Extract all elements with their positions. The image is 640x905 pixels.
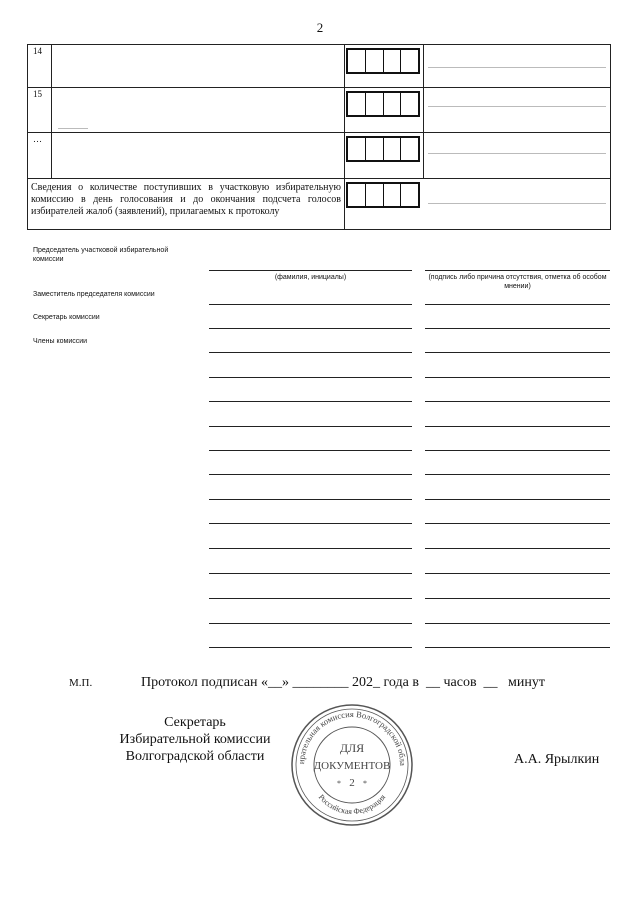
signature-line bbox=[425, 270, 610, 271]
row-number: … bbox=[33, 134, 42, 144]
secretary-title-line: Избирательной комиссии bbox=[119, 732, 271, 747]
table-row bbox=[28, 133, 610, 179]
name-line bbox=[209, 598, 412, 599]
digit-boxes bbox=[346, 182, 420, 208]
members-label: Члены комиссии bbox=[33, 338, 88, 345]
chairman-label: Председатель участковой избирательной комиссии bbox=[33, 247, 169, 263]
digit-boxes bbox=[346, 136, 420, 162]
name-line bbox=[209, 352, 412, 353]
signature-line bbox=[425, 474, 610, 475]
signature-line bbox=[425, 426, 610, 427]
signature-line bbox=[425, 623, 610, 624]
signature-line bbox=[425, 377, 610, 378]
stamp-ring-text: ирательная комиссия Волгоградской обла bbox=[295, 708, 409, 766]
signature-line bbox=[425, 647, 610, 648]
name-line bbox=[209, 270, 412, 271]
name-line bbox=[209, 401, 412, 402]
secretary-label: Секретарь комиссии bbox=[33, 314, 100, 321]
secretary-title-line: Секретарь bbox=[164, 715, 226, 730]
signature-line bbox=[425, 450, 610, 451]
stamp-graphic bbox=[287, 702, 417, 828]
signature-line bbox=[425, 548, 610, 549]
name-line bbox=[209, 328, 412, 329]
signature-line bbox=[425, 401, 610, 402]
signature-line bbox=[425, 304, 610, 305]
signature-line bbox=[425, 573, 610, 574]
signature-line bbox=[425, 352, 610, 353]
table-row bbox=[28, 45, 610, 88]
svg-text:Российская Федерация bbox=[317, 792, 388, 816]
signature-line bbox=[425, 523, 610, 524]
star-icon: * bbox=[363, 779, 367, 788]
protocol-signed-line: Протокол подписан «__» ________ 202_ года в __ часов __ минут bbox=[141, 675, 546, 690]
name-line bbox=[209, 523, 412, 524]
name-caption: (фамилия, инициалы) bbox=[274, 274, 347, 281]
name-line bbox=[209, 647, 412, 648]
name-line bbox=[209, 573, 412, 574]
vote-table bbox=[27, 44, 611, 230]
name-line bbox=[209, 474, 412, 475]
stamp-country-text: Российская Федерация bbox=[316, 792, 388, 817]
name-line bbox=[209, 548, 412, 549]
name-line bbox=[209, 623, 412, 624]
secretary-title-line: Волгоградской области bbox=[125, 749, 265, 764]
seal-place-label: М.П. bbox=[69, 677, 93, 689]
digit-boxes bbox=[346, 91, 420, 117]
secretary-title bbox=[85, 714, 305, 765]
signature-line bbox=[425, 598, 610, 599]
stamp-number: 2 bbox=[349, 777, 355, 789]
name-line bbox=[209, 304, 412, 305]
name-line bbox=[209, 426, 412, 427]
deputy-label: Заместитель председателя комиссии bbox=[33, 291, 155, 298]
official-stamp bbox=[287, 702, 417, 828]
table-row bbox=[28, 88, 610, 133]
row-number: 15 bbox=[33, 89, 42, 99]
stamp-center-line2: ДОКУМЕНТОВ bbox=[313, 760, 391, 772]
star-icon: * bbox=[337, 779, 341, 788]
digit-boxes bbox=[346, 48, 420, 74]
row-number: 14 bbox=[33, 46, 42, 56]
page-number: 2 bbox=[316, 20, 324, 35]
name-line bbox=[209, 377, 412, 378]
signer-name: А.А. Ярылкин bbox=[514, 752, 600, 767]
stamp-center-line1: ДЛЯ bbox=[339, 741, 365, 755]
signature-line bbox=[425, 328, 610, 329]
complaints-summary-label: Сведения о количестве поступивших в участковую избирательную комиссию в день голосования и до окончания подсчета голосов избирателей жалоб (заявлений), прилагаемых к протоколу bbox=[31, 182, 341, 217]
signature-line bbox=[425, 499, 610, 500]
summary-row bbox=[28, 179, 610, 229]
signature-caption: (подпись либо причина отсутствия, отметка об особом мнении) bbox=[428, 274, 607, 290]
name-line bbox=[209, 450, 412, 451]
name-line bbox=[209, 499, 412, 500]
